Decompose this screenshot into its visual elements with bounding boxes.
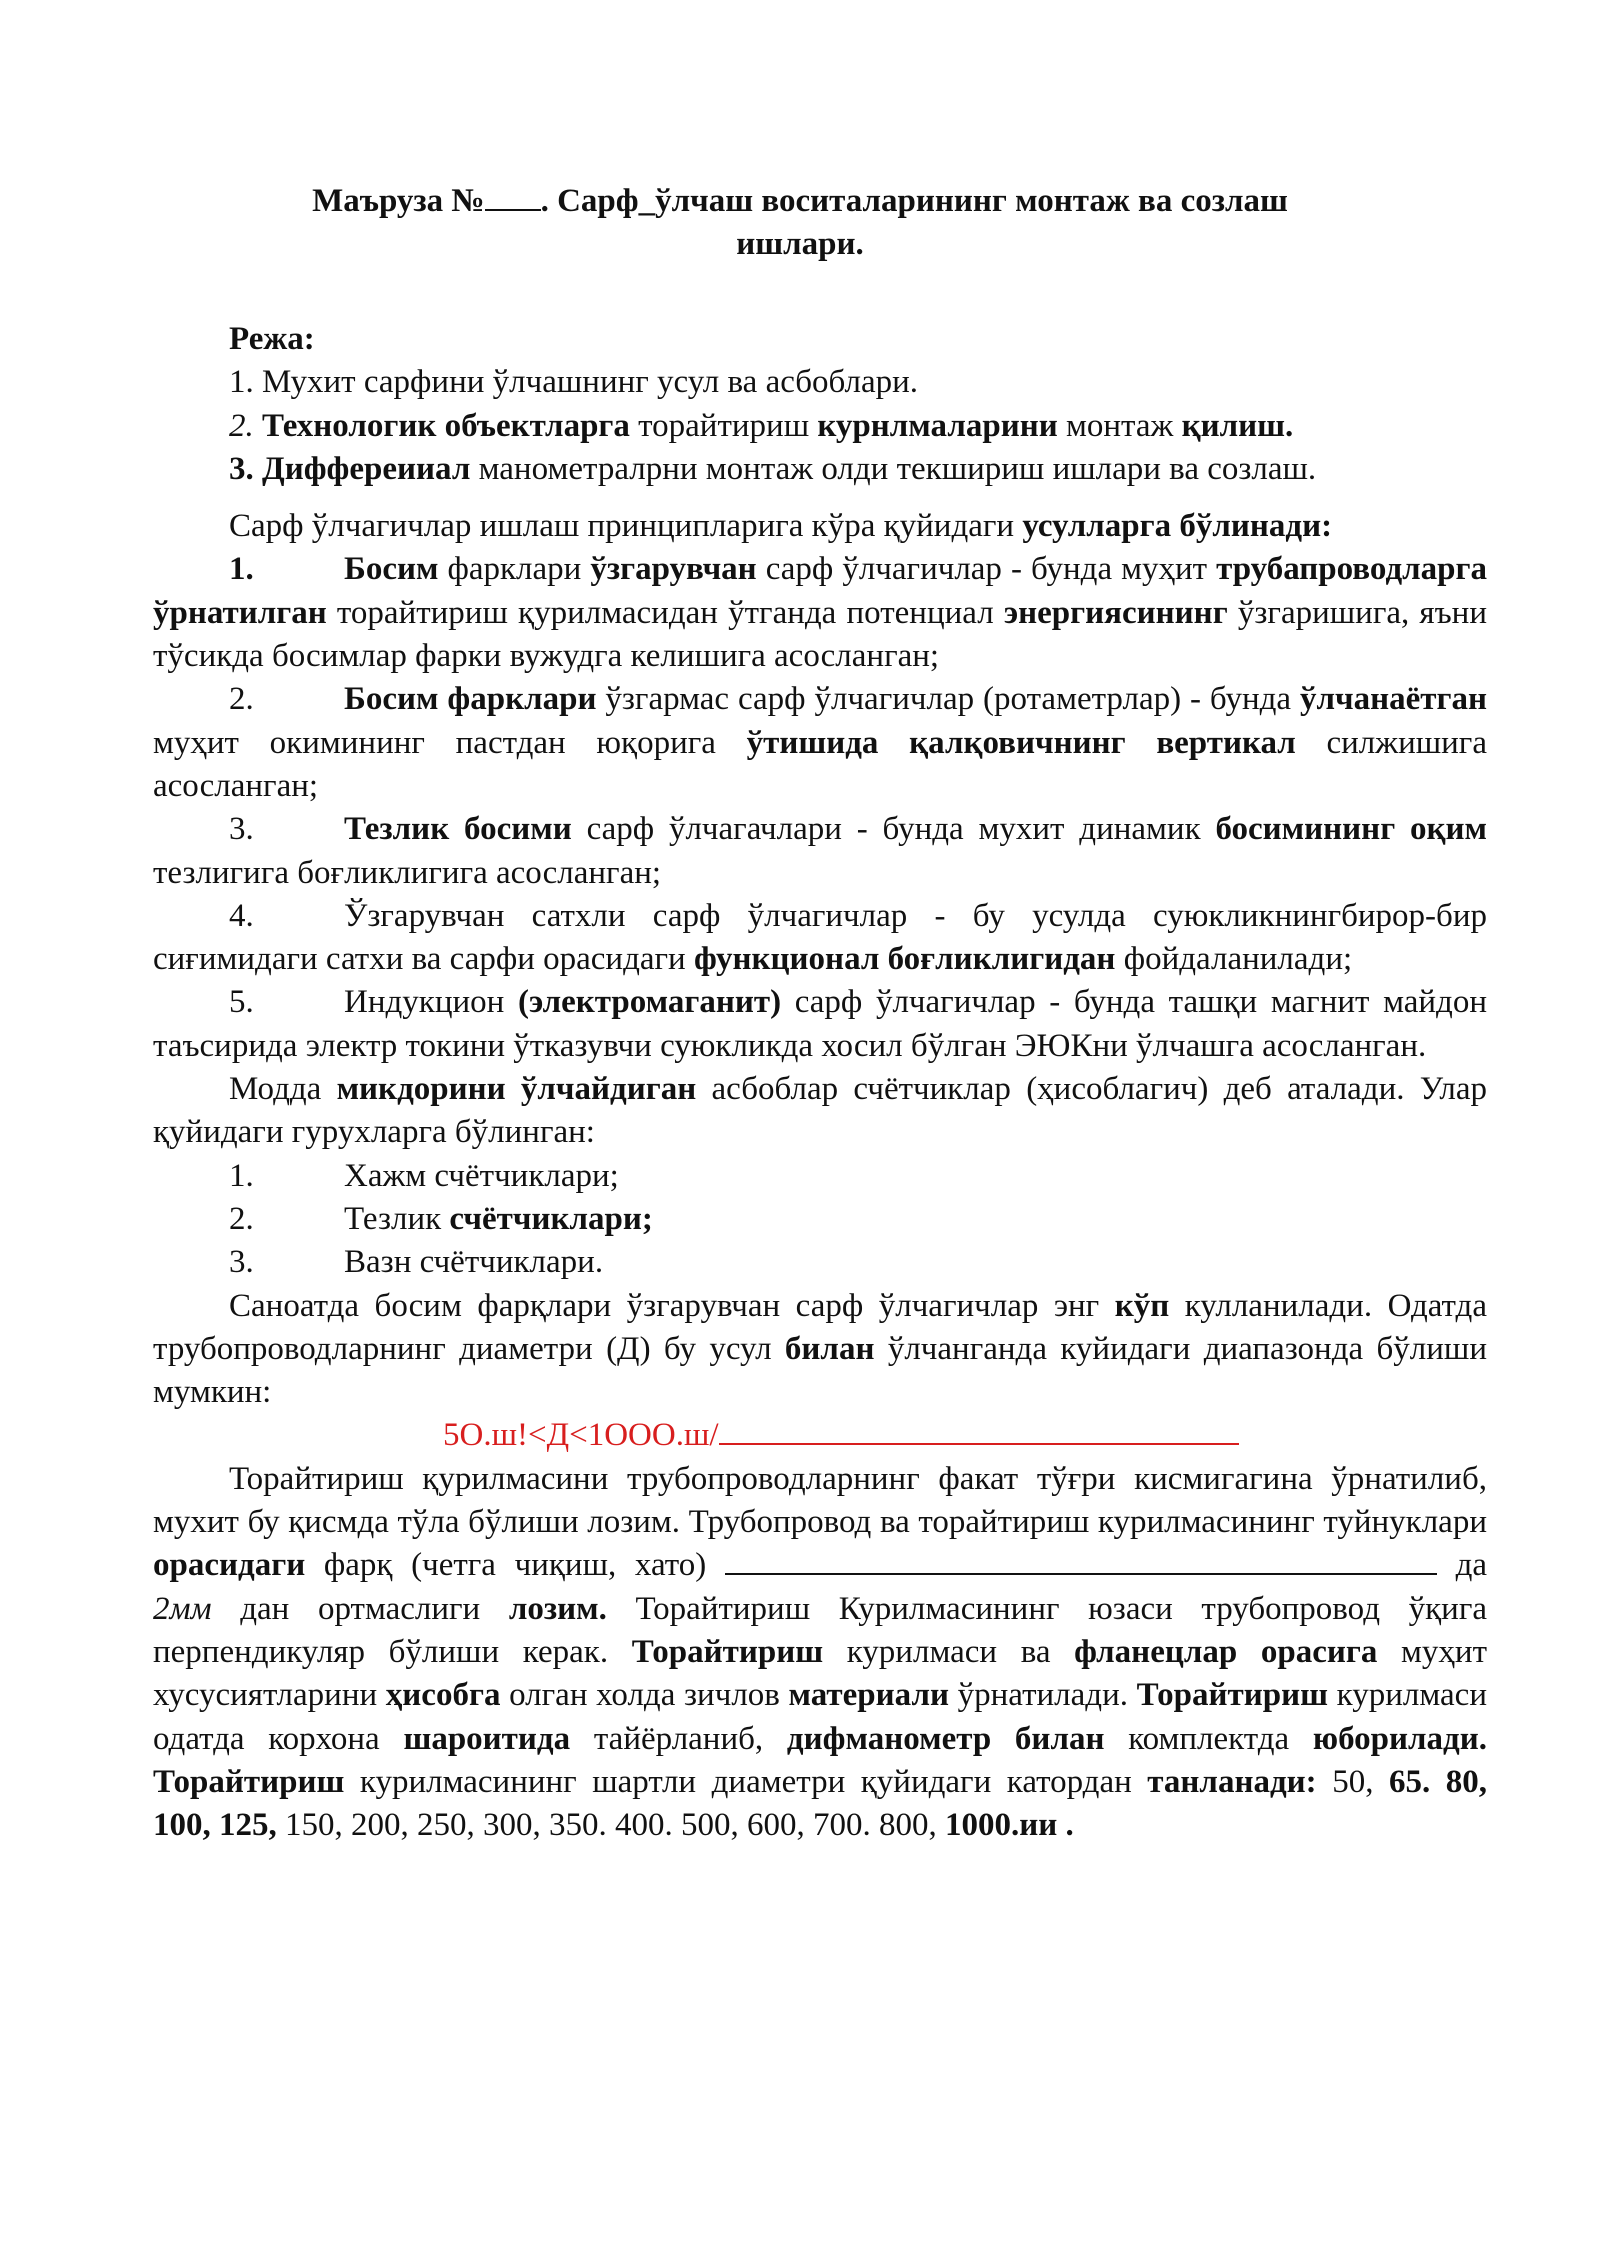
blank-fill-line [725, 1551, 1437, 1575]
usage-paragraph: Саноатда босим фарқлари ўзгарувчан сарф ўлчагичлар энг кўп кулланилади. Одатда трубопроводларнинг диаметри (Д) бу усул билан ўлчанганда куйидаги диапазонда бўлиши мумкин: [153, 1287, 1487, 1411]
lecture-title [200, 180, 1400, 266]
method-item-2: 2. Босим фарклари ўзгармас сарф ўлчагичлар (ротаметрлар) - бунда ўлчанаётган муҳит окимининг пастдан юқорига ўтишида қалқовичнинг вертикал силжишига асосланган; [153, 681, 1487, 804]
method-item-3: 3. Тезлик босими сарф ўлчагачлари - бунда мухит динамик босимининг оқим тезлигига боғликлигига асосланган; [153, 811, 1488, 891]
plan-heading: Режа: [229, 321, 315, 357]
diameter-formula: 5О.ш!<Д<1ООО.ш/ [153, 1414, 1487, 1457]
installation-paragraph: Торайтириш қурилмасини трубопроводларнинг факат тўғри кисмигагина ўрнатилиб, мухит бу қисмда тўла бўлиши лозим. Трубопровод ва торайтириш курилмасининг туйнуклари орасидаги фарқ (четга чиқиш, хато) да 2мм дан ортмаслиги лозим. Торайтириш Курилмасининг юзаси трубопровод ўқига перпендикуляр бўлиши керак. Торайтириш курилмаси ва фланецлар орасига муҳит хусусиятларини ҳисобга олган холда зичлов материали ўрнатилади. Торайтириш курилмаси одатда корхона шароитида тайёрланиб, дифманометр билан комплектда юборилади. Торайтириш курилмасининг шартли диаметри қуйидаги катордан танланади: 50, 65. 80, 100, 125, 150, 200, 250, 300, 350. 400. 500, 600, 700. 800, 1000.ии . [153, 1460, 1488, 1844]
method-item-1: 1. Босим фарклари ўзгарувчан сарф ўлчагичлар - бунда муҳит трубапроводларга ўрнатилган торайтириш қурилмасидан ўтганда потенциал энергиясининг ўзгаришига, яъни тўсикда босимлар фарки вужудга келишига асосланган; [153, 551, 1487, 675]
plan-item-2: 2. Технологик объектларга торайтириш курнлмаларини монтаж қилиш. [229, 407, 1294, 444]
method-item-4: 4. Ўзгарувчан сатхли сарф ўлчагичлар - бу усулда суюкликнингбирор-бир сиғимидаги сатхи ва сарфи орасидаги функционал боғликлигидан фойдаланилади; [153, 897, 1487, 978]
methods-intro: Сарф ўлчагичлар ишлаш принципларига кўра қуйидаги усулларга бўлинади: [229, 508, 1333, 545]
title-line2: ишлари. [736, 226, 864, 262]
meter-item-1: 1. Хажм счётчиклари; [229, 1157, 619, 1194]
method-item-5: 5. Индукцион (электромаганит) сарф ўлчагичлар - бунда ташқи магнит майдон таъсирида электр токини ўтказувчи суюкликда хосил бўлган ЭЮКни ўлчашга асосланган. [153, 984, 1488, 1064]
document-body [153, 318, 1487, 1847]
formula-underline [719, 1419, 1239, 1445]
meter-item-3: 3. Вазн счётчиклари. [229, 1244, 604, 1281]
title-prefix: Маъруза № [312, 183, 485, 219]
plan-item-1: 1. Мухит сарфини ўлчашнинг усул ва асбоблари. [229, 364, 919, 401]
plan-item-3: 3. Диффереииал манометралрни монтаж олди текшириш ишлари ва созлаш. [229, 450, 1317, 487]
meter-item-2: 2. Тезлик счётчиклари; [229, 1200, 653, 1237]
meters-paragraph: Модда микдорини ўлчайдиган асбоблар счётчиклар (ҳисоблагич) деб аталади. Улар қуйидаги гурухларга бўлинган: [153, 1071, 1487, 1151]
title-blank-line [485, 185, 541, 211]
plan-item-2-number: 2. [229, 407, 254, 444]
spacer [153, 491, 1487, 505]
title-suffix: . Сарф_ўлчаш воситаларининг монтаж ва созлаш [540, 183, 1288, 219]
